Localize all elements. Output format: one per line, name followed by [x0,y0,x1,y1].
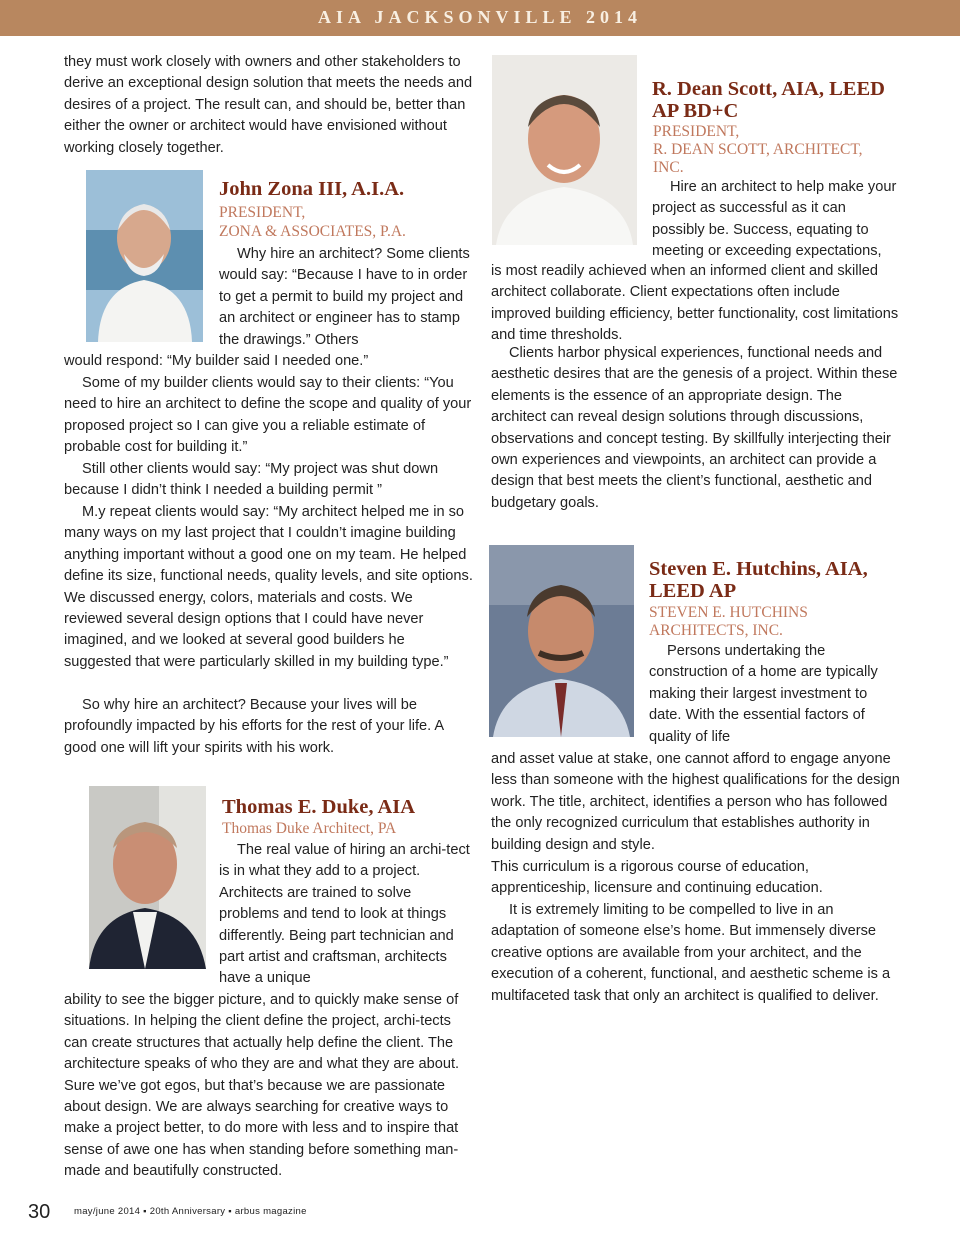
john-zona-paragraph-2: Some of my builder clients would say to their clients: “You need to hire an architect to define the scope and quality of your proposed project so I can give you a reliable estimate of probable cost for building it.” [64,375,472,456]
john-zona-portrait-image [86,170,203,342]
thomas-duke-photo [89,786,206,969]
page-number: 30 [28,1201,51,1223]
john-zona-photo [86,170,203,342]
thomas-duke-company: Thomas Duke Architect, PA [222,820,397,837]
steven-hutchins-photo [489,545,634,737]
john-zona-company: ZONA & ASSOCIATES, P.A. [219,223,406,240]
steven-hutchins-company: STEVEN E. HUTCHINS ARCHITECTS, INC. [649,604,808,639]
john-zona-paragraph-3: Still other clients would say: “My project was shut down because I didn’t think I needed a building permit ” [64,461,439,499]
dean-scott-photo [492,55,637,245]
steven-hutchins-paragraph-1-continued-2: This curriculum is a rigorous course of education, apprenticeship, licensure and continuing education. [491,859,823,897]
dean-scott-company: R. DEAN SCOTT, ARCHITECT, INC. [653,141,863,176]
dean-scott-paragraph-1-continued: is most readily achieved when an informed client and skilled architect collaborate. Client expectations often include improved building efficiency, better functionality, cost limitations and time thresholds. [491,263,899,344]
thomas-duke-portrait-image [89,786,206,969]
steven-hutchins-name: Steven E. Hutchins, AIA, LEED AP [649,558,868,602]
john-zona-paragraph-1: Why hire an architect? Some clients would say: “Because I have to in order to get a permit to build my project and an architect or engineer has to stamp the drawings.” Others [219,246,470,348]
steven-hutchins-paragraph-2: It is extremely limiting to be compelled to live in an adaptation of someone else’s home. But immensely diverse creative options are available from your architect, and the execution of a coherent, functional, and aesthetic scheme is a multifaceted task that only an architect is qualified to deliver. [491,902,891,1004]
steven-hutchins-portrait-image [489,545,634,737]
john-zona-paragraph-1-continued: would respond: “My builder said I needed one.” [64,353,369,369]
john-zona-paragraph-5: So why hire an architect? Because your lives will be profoundly impacted by his efforts for the rest of your life. A good one will lift your spirits with his work. [64,697,444,756]
john-zona-name: John Zona III, A.I.A. [219,178,405,200]
dean-scott-paragraph-2: Clients harbor physical experiences, functional needs and aesthetic desires that are the genesis of a project. Within these elements is the essence of an appropriate design. The architect can reveal design solutions through discussions, observations and concept testing. By skillfully interjecting their own experiences and viewpoints, an architect can provide a design that best meets the client’s functional, aesthetic and budgetary goals. [491,345,898,511]
john-zona-title: PRESIDENT, [219,204,306,221]
dean-scott-paragraph-1: Hire an architect to help make your project as successful as it can possibly be. Success, equating to meeting or exceeding expectations, [652,179,897,260]
dean-scott-title: PRESIDENT, [653,123,740,140]
dean-scott-name: R. Dean Scott, AIA, LEED AP BD+C [652,78,885,122]
dean-scott-portrait-image [492,55,637,245]
thomas-duke-paragraph-1-continued: ability to see the bigger picture, and to quickly make sense of situations. In helping the client define the project, archi-tects can create structures that actually help define the client. The architecture speaks of who they are and what they are about. Sure we’ve got egos, but that’s because we are passionate about design. We are always searching for creative ways to make a project better, to do more with less and to inspire that sense of awe one has when standing before something man-made and beautifully constructed. [64,992,460,1180]
footer-publication: may/june 2014 ▪ 20th Anniversary ▪ arbus magazine [74,1206,307,1217]
intro-paragraph: they must work closely with owners and other stakeholders to derive an exceptional design solution that meets the needs and desires of a project. The result can, and should be, better than either the owner or architect would have envisioned without working closely together. [64,54,473,156]
thomas-duke-paragraph-1: The real value of hiring an archi-tect is in what they add to a project. Architects are trained to solve problems and tend to look at things differently. Being part technician and part artist and craftsman, architects have a unique [219,842,470,987]
steven-hutchins-paragraph-1: Persons undertaking the construction of a home are typically making their largest investment to date. With the essential factors of quality of life [649,643,878,745]
thomas-duke-name: Thomas E. Duke, AIA [222,796,416,818]
steven-hutchins-paragraph-1-continued: and asset value at stake, one cannot afford to engage anyone less than someone with the highest qualifications for the design work. The title, architect, identifies a person who has followed the only recognized curriculum that establishes authority in building design and style. [491,751,900,853]
section-banner: AIA JACKSONVILLE 2014 [0,0,960,36]
john-zona-paragraph-4: M.y repeat clients would say: “My architect helped me in so many ways on my last project that I couldn’t imagine building anything important without a good one on my team. He helped define its size, functional needs, quality levels, and site options. We discussed energy, colors, materials and costs. We reviewed several design options that I could have never imagined, and we looked at several good builders he suggested that were particularly skilled in my building type.” [64,504,473,670]
